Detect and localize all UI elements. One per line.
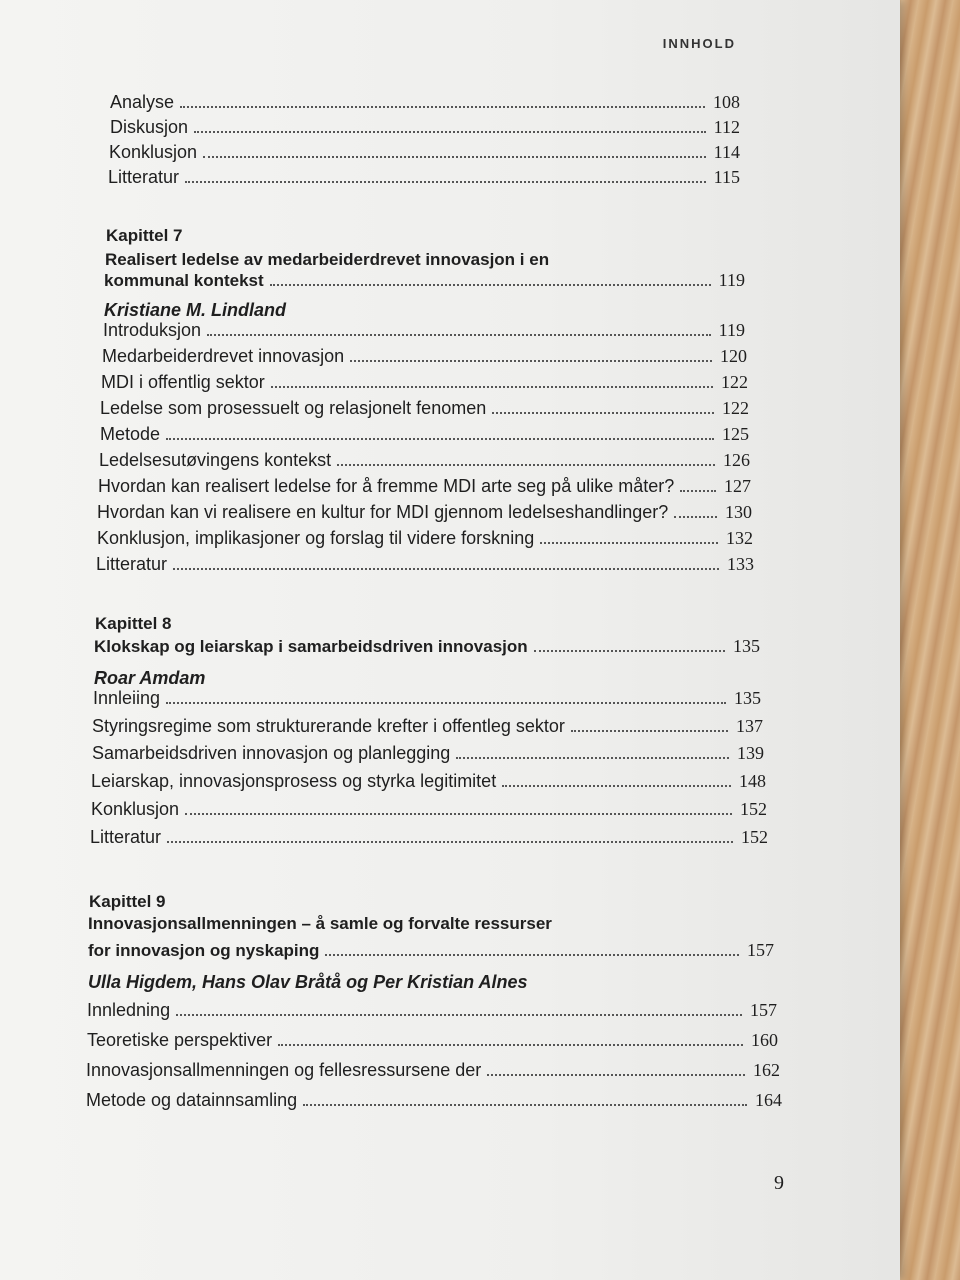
- toc-entry-page: 112: [713, 117, 740, 137]
- dot-leader: [173, 568, 719, 570]
- dot-leader: [487, 1074, 745, 1076]
- dot-leader: [350, 360, 712, 362]
- chapter-heading: Kapittel 8: [95, 614, 172, 633]
- chapter-title-entry: [104, 270, 745, 291]
- toc-entry: [97, 502, 752, 523]
- toc-entry-label: Metode og datainnsamling: [86, 1090, 298, 1110]
- toc-entry-page: 114: [713, 142, 740, 162]
- dot-leader: [194, 131, 706, 133]
- toc-entry-label: Diskusjon: [110, 117, 189, 137]
- toc-entry-label: Teoretiske perspektiver: [87, 1030, 273, 1050]
- chapter-title-line: for innovasjon og nyskaping: [88, 941, 320, 960]
- dot-leader: [680, 490, 716, 492]
- toc-entry: [109, 142, 740, 163]
- chapter-title: Realisert ledelse av medarbeiderdrevet innovasjon i en: [105, 250, 550, 269]
- toc-entry-page: 126: [723, 450, 750, 470]
- toc-entry: [87, 1030, 778, 1051]
- toc-entry: [93, 688, 761, 709]
- chapter-author: Ulla Higdem, Hans Olav Bråtå og Per Kristian Alnes: [88, 972, 528, 992]
- dot-leader: [180, 106, 705, 108]
- dot-leader: [185, 181, 706, 183]
- toc-entry-label: Ledelsesutøvingens kontekst: [99, 450, 332, 470]
- dot-leader: [337, 464, 715, 466]
- toc-entry-label: Metode: [100, 424, 161, 444]
- dot-leader: [492, 412, 714, 414]
- page-number: 9: [774, 1172, 784, 1194]
- toc-entry: [92, 743, 764, 764]
- dot-leader: [185, 813, 732, 815]
- toc-entry-label: Leiarskap, innovasjonsprosess og styrka legitimitet: [91, 771, 497, 791]
- chapter-title-line: Klokskap og leiarskap i samarbeidsdriven innovasjon: [94, 637, 528, 656]
- toc-entry-page: 157: [747, 940, 774, 960]
- chapter-author: Kristiane M. Lindland: [104, 300, 287, 320]
- toc-entry-label: Konklusjon: [91, 799, 180, 819]
- dot-leader: [203, 156, 706, 158]
- toc-entry-page: 152: [740, 799, 767, 819]
- dot-leader: [534, 650, 725, 652]
- dot-leader: [176, 1014, 742, 1016]
- toc-entry-page: 157: [750, 1000, 777, 1020]
- toc-entry: [110, 117, 740, 138]
- toc-entry-page: 122: [722, 398, 749, 418]
- dot-leader: [166, 702, 726, 704]
- dot-leader: [167, 841, 733, 843]
- toc-entry-label: Litteratur: [96, 554, 168, 574]
- toc-entry: [108, 167, 740, 188]
- toc-entry-page: 137: [736, 716, 763, 736]
- toc-entry: [91, 771, 766, 792]
- dot-leader: [270, 284, 711, 286]
- toc-entry-page: 115: [713, 167, 740, 187]
- toc-entry-label: Analyse: [110, 92, 175, 112]
- chapter-title-line: kommunal kontekst: [104, 271, 264, 290]
- dot-leader: [571, 730, 728, 732]
- toc-entry-page: 127: [724, 476, 751, 496]
- toc-entry-page: 164: [755, 1090, 782, 1110]
- dot-leader: [207, 334, 711, 336]
- toc-entry: [99, 450, 750, 471]
- toc-entry: [110, 92, 740, 113]
- toc-entry-label: Ledelse som prosessuelt og relasjonelt fenomen: [100, 398, 487, 418]
- toc-entry: [92, 716, 763, 737]
- toc-entry: [98, 476, 751, 497]
- toc-entry-page: 160: [751, 1030, 778, 1050]
- toc-entry: [96, 554, 754, 575]
- toc-entry: [102, 346, 747, 367]
- chapter-title: Innovasjonsallmenningen – å samle og forvalte ressurser: [88, 914, 552, 933]
- toc-entry: [91, 799, 767, 820]
- toc-entry-label: Medarbeiderdrevet innovasjon: [102, 346, 345, 366]
- toc-entry: [86, 1060, 780, 1081]
- chapter-heading: Kapittel 7: [106, 226, 183, 245]
- dot-leader: [456, 757, 729, 759]
- toc-entry-page: 119: [718, 270, 745, 290]
- toc-entry-page: 122: [721, 372, 748, 392]
- chapter-author: Roar Amdam: [94, 668, 206, 688]
- toc-entry-label: Innovasjonsallmenningen og fellesressursene der: [86, 1060, 482, 1080]
- toc-entry: [100, 424, 749, 445]
- toc-entry-page: 120: [720, 346, 747, 366]
- dot-leader: [278, 1044, 743, 1046]
- toc-entry-label: Hvordan kan realisert ledelse for å fremme MDI arte seg på ulike måter?: [98, 476, 675, 496]
- toc-entry-page: 162: [753, 1060, 780, 1080]
- chapter-title-entry: [88, 940, 774, 961]
- toc-entry-label: Litteratur: [108, 167, 180, 187]
- chapter-heading: Kapittel 9: [89, 892, 166, 911]
- toc-entry-label: Styringsregime som strukturerande krefter i offentleg sektor: [92, 716, 565, 736]
- toc-entry: [101, 372, 748, 393]
- toc-entry: [87, 1000, 777, 1021]
- toc-entry-label: MDI i offentlig sektor: [101, 372, 265, 392]
- dot-leader: [303, 1104, 747, 1106]
- toc-entry: [103, 320, 745, 341]
- toc-entry-page: 152: [741, 827, 768, 847]
- toc-entry-label: Konklusjon: [109, 142, 198, 162]
- toc-entry-page: 135: [734, 688, 761, 708]
- toc-entry-label: Innleiing: [93, 688, 161, 708]
- toc-entry-page: 133: [727, 554, 754, 574]
- toc-entry-label: Introduksjon: [103, 320, 202, 340]
- toc-entry: [97, 528, 753, 549]
- toc-entry-page: 139: [737, 743, 764, 763]
- dot-leader: [502, 785, 731, 787]
- toc-entry: [90, 827, 768, 848]
- toc-entry-label: Hvordan kan vi realisere en kultur for MDI gjennom ledelseshandlinger?: [97, 502, 669, 522]
- toc-entry-page: 119: [718, 320, 745, 340]
- toc-entry-page: 130: [725, 502, 752, 522]
- dot-leader: [540, 542, 718, 544]
- running-header: INNHOLD: [662, 36, 736, 51]
- toc-entry-page: 125: [722, 424, 749, 444]
- toc-entry-page: 108: [713, 92, 740, 112]
- toc-entry-label: Samarbeidsdriven innovasjon og planlegging: [92, 743, 451, 763]
- toc-entry-label: Konklusjon, implikasjoner og forslag til videre forskning: [97, 528, 535, 548]
- toc-entry-label: Innledning: [87, 1000, 171, 1020]
- dot-leader: [325, 954, 739, 956]
- toc-entry: [86, 1090, 782, 1111]
- chapter-title-entry: [94, 636, 760, 657]
- toc-entry-page: 132: [726, 528, 753, 548]
- toc-entry-page: 135: [733, 636, 760, 656]
- dot-leader: [674, 516, 717, 518]
- toc-entry: [100, 398, 749, 419]
- dot-leader: [271, 386, 713, 388]
- toc-entry-label: Litteratur: [90, 827, 162, 847]
- toc-entry-page: 148: [739, 771, 766, 791]
- dot-leader: [166, 438, 714, 440]
